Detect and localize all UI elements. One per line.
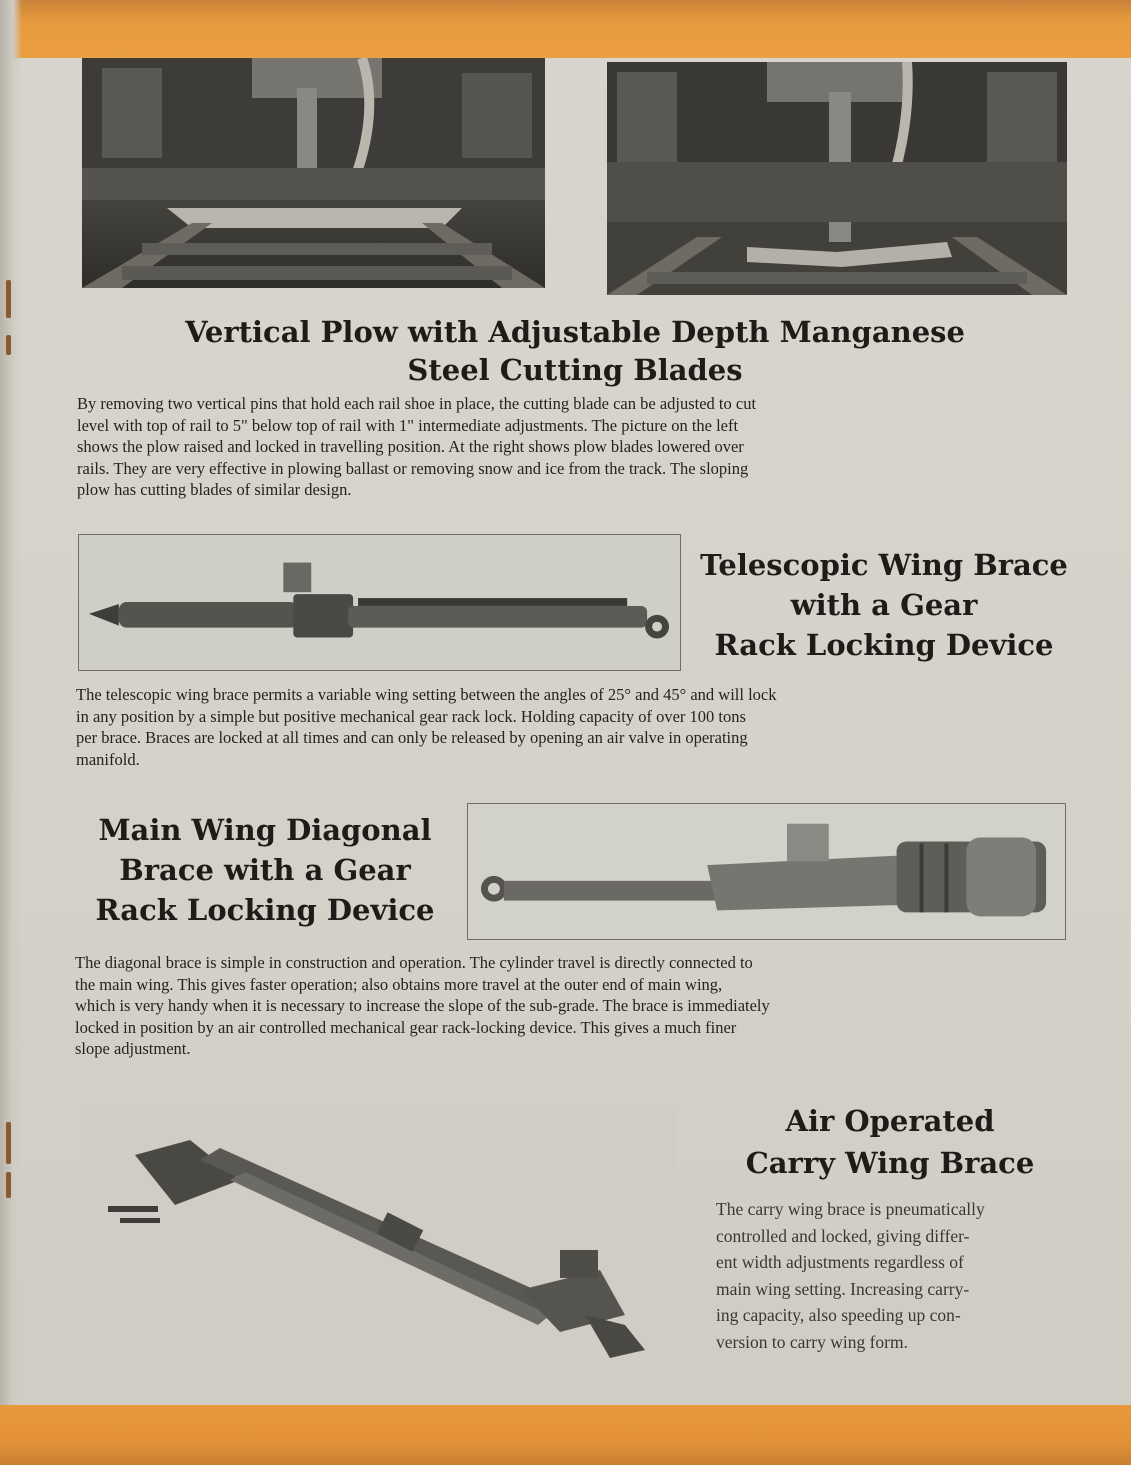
text-line: plow has cutting blades of similar design. — [77, 480, 352, 499]
diagonal-brace-heading — [75, 810, 455, 930]
telescopic-brace-description — [76, 684, 1070, 770]
text-line: locked in position by an air controlled mechanical gear rack-locking device. This gives a much finer — [75, 1017, 737, 1037]
text-line: version to carry wing form. — [716, 1331, 908, 1352]
text-line: slope adjustment. — [75, 1039, 191, 1058]
heading-line: Rack Locking Device — [95, 893, 435, 927]
binding-staple — [6, 280, 11, 318]
heading-line: Brace with a Gear — [119, 853, 411, 887]
text-line: controlled and locked, giving differ- — [716, 1225, 970, 1246]
diagonal-brace-photo — [467, 803, 1066, 940]
diagonal-brace-description — [75, 952, 1069, 1060]
top-orange-band — [0, 0, 1131, 58]
binding-staple — [6, 1122, 11, 1164]
vertical-plow-heading — [120, 313, 1030, 389]
text-line: The diagonal brace is simple in construction and operation. The cylinder travel is directly connected to — [75, 953, 753, 972]
text-line: main wing setting. Increasing carry- — [716, 1278, 970, 1299]
heading-line: Vertical Plow with Adjustable Depth Manganese — [185, 315, 965, 349]
carry-wing-brace-description — [716, 1196, 1068, 1355]
binding-staple — [6, 1172, 11, 1198]
heading-line: Air Operated — [785, 1104, 995, 1138]
plow-raised-photo — [82, 58, 545, 288]
text-line: shows the plow raised and locked in travelling position. At the right shows plow blades lowered over — [77, 437, 744, 456]
plow-lowered-photo — [607, 62, 1067, 295]
heading-line: Carry Wing Brace — [745, 1146, 1035, 1180]
heading-line: Steel Cutting Blades — [407, 353, 743, 387]
bottom-orange-band — [0, 1405, 1131, 1465]
text-line: the main wing. This gives faster operation; also obtains more travel at the outer end of main wing, — [75, 974, 723, 994]
text-line: By removing two vertical pins that hold each rail shoe in place, the cutting blade can be adjusted to cut — [77, 394, 757, 413]
binding-staple — [6, 335, 11, 355]
text-line: in any position by a simple but positive mechanical gear rack lock. Holding capacity of over 100 tons — [76, 706, 746, 726]
telescopic-brace-heading — [690, 545, 1078, 665]
text-line: The carry wing brace is pneumatically — [716, 1199, 985, 1219]
heading-line: Main Wing Diagonal — [98, 813, 432, 847]
text-line: The telescopic wing brace permits a variable wing setting between the angles of 25° and 45° and will lock — [76, 685, 777, 704]
heading-line: Rack Locking Device — [714, 628, 1054, 662]
page-binding-edge — [0, 0, 22, 1465]
heading-line: Telescopic Wing Brace — [700, 548, 1068, 582]
carry-wing-brace-heading — [705, 1100, 1075, 1184]
carry-wing-brace-photo — [80, 1110, 677, 1405]
vertical-plow-description — [77, 393, 1071, 501]
telescopic-brace-photo — [78, 534, 681, 671]
text-line: ent width adjustments regardless of — [716, 1252, 964, 1272]
heading-line: with a Gear — [790, 588, 978, 622]
text-line: ing capacity, also speeding up con- — [716, 1305, 961, 1325]
text-line: which is very handy when it is necessary to increase the slope of the sub-grade. The brace is immediately — [75, 996, 770, 1015]
text-line: level with top of rail to 5" below top of rail with 1" intermediate adjustments. The picture on the left — [77, 415, 739, 435]
text-line: manifold. — [76, 749, 140, 769]
text-line: rails. They are very effective in plowing ballast or removing snow and ice from the track. The sloping — [77, 458, 749, 478]
text-line: per brace. Braces are locked at all times and can only be released by opening an air valve in operating — [76, 728, 748, 747]
